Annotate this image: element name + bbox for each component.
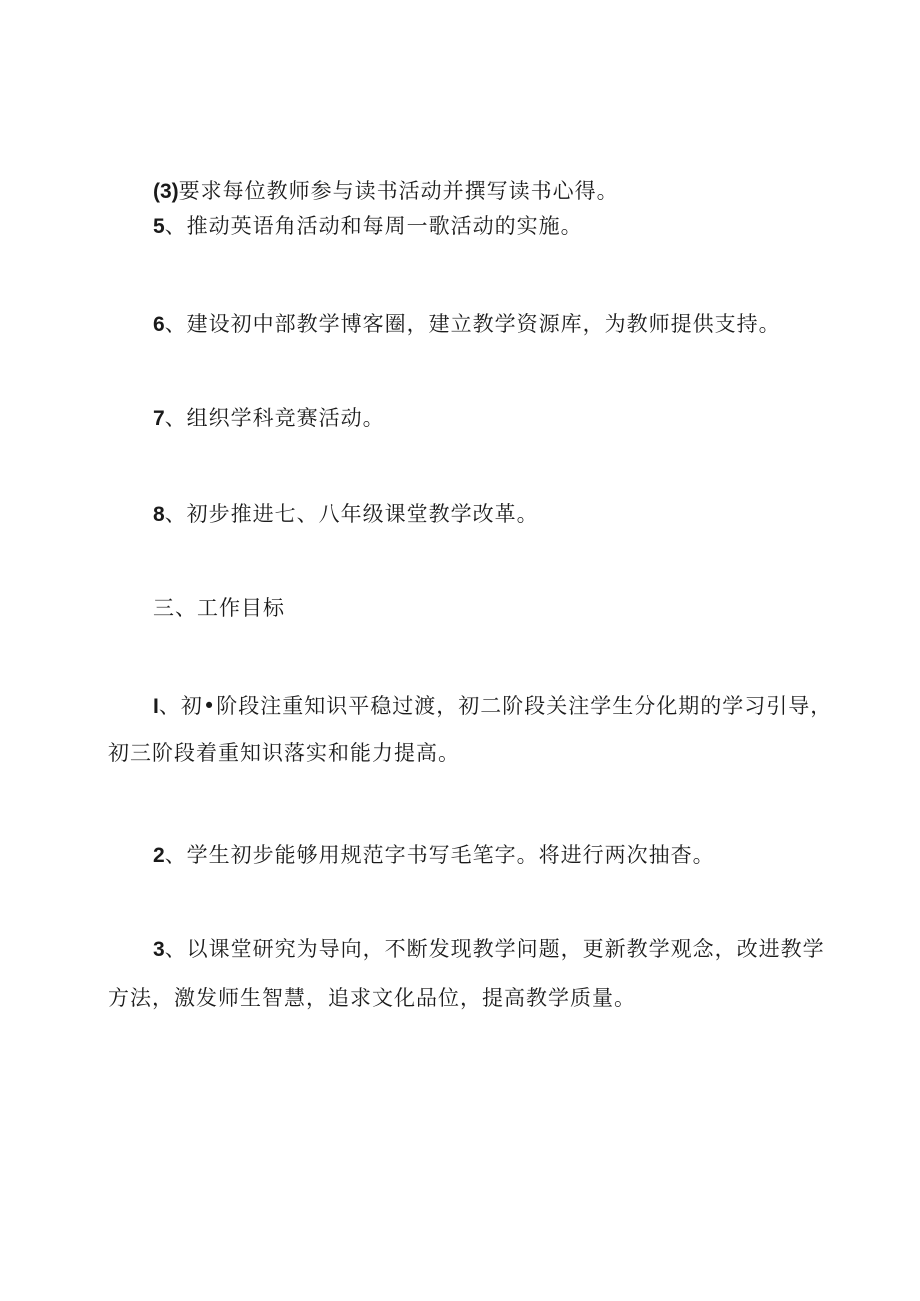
- line-text: 、学生初步能够用规范字书写毛笔字。将进行两次抽杳。: [164, 843, 715, 867]
- line-text: 、建设初中部教学博客圈，建立教学资源库，为教师提供支持。: [164, 312, 781, 336]
- section-heading: [153, 593, 285, 624]
- paragraph-line-7: [153, 840, 715, 871]
- line-text: 初三阶段着重知识落实和能力提高。: [108, 741, 460, 765]
- paragraph-line-6: [153, 691, 832, 722]
- item-number: (3): [153, 180, 179, 203]
- paragraph-line-8-cont: [108, 983, 636, 1014]
- item-number: 2: [153, 844, 165, 867]
- item-number: 5: [153, 215, 165, 238]
- line-text: 、初•阶段注重知识平稳过渡，初二阶段关注学生分化期的学习引导，: [158, 694, 833, 718]
- paragraph-line-8: [153, 934, 825, 965]
- paragraph-line-3: [153, 309, 781, 340]
- paragraph-line-2: [153, 211, 583, 242]
- line-text: 要求每位教师参与读书活动并撰写读书心得。: [178, 179, 619, 203]
- paragraph-line-4: [153, 403, 385, 434]
- item-number: I: [153, 695, 159, 718]
- line-text: 、推动英语角活动和每周一歌活动的实施。: [164, 214, 583, 238]
- item-number: 3: [153, 938, 165, 961]
- paragraph-line-6-cont: [108, 738, 460, 769]
- item-number: 6: [153, 313, 165, 336]
- item-number: 7: [153, 407, 165, 430]
- line-text: 、初步推进七、八年级课堂教学改革。: [164, 502, 539, 526]
- item-number: 8: [153, 503, 165, 526]
- line-text: 方法，激发师生智慧，追求文化品位，提高教学质量。: [108, 986, 636, 1010]
- line-text: 三、工作目标: [153, 596, 285, 620]
- paragraph-line-1: [153, 176, 619, 207]
- paragraph-line-5: [153, 499, 539, 530]
- line-text: 、以课堂研究为导向，不断发现教学问题，更新教学观念，改进教学: [164, 937, 825, 961]
- line-text: 、组织学科竞赛活动。: [164, 406, 385, 430]
